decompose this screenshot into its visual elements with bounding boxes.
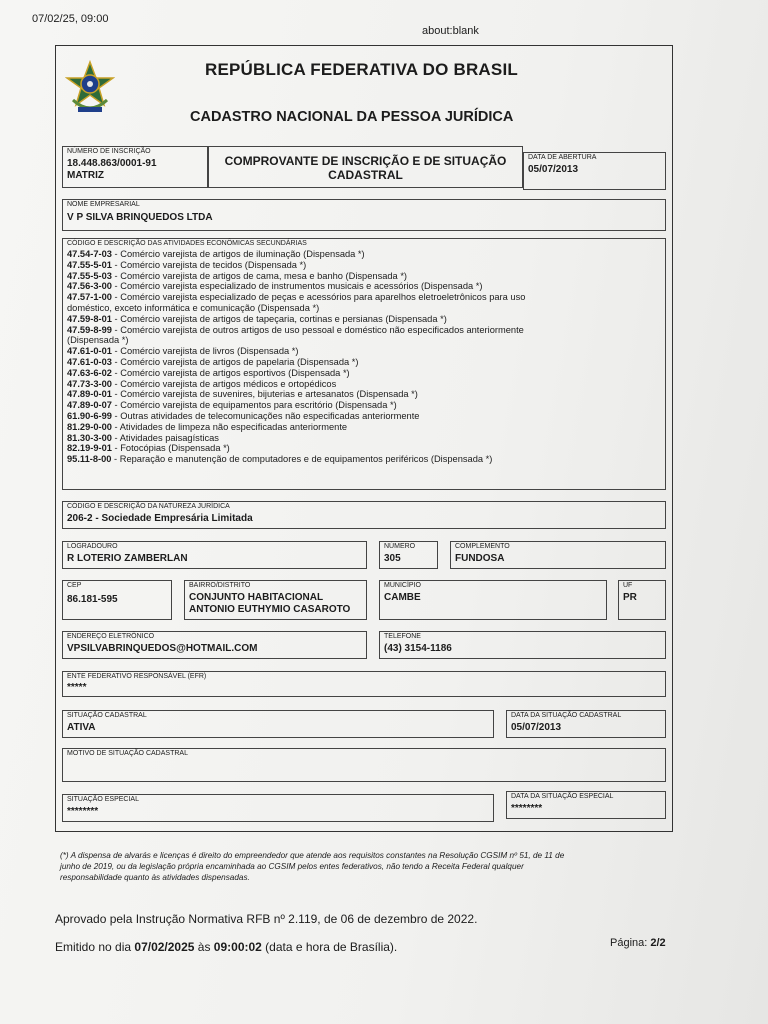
approval-text: Aprovado pela Instrução Normativa RFB nº 2.119, de 06 de dezembro de 2022. — [55, 912, 478, 926]
complemento-box — [450, 541, 666, 569]
situacao-box — [62, 710, 494, 738]
natureza-label: CÓDIGO E DESCRIÇÃO DA NATUREZA JURÍDICA — [67, 503, 230, 510]
republic-title: REPÚBLICA FEDERATIVA DO BRASIL — [205, 60, 518, 79]
list-item: 95.11-8-00 - Reparação e manutenção de computadores e de equipamentos periféricos (Dispensada *) — [67, 454, 493, 465]
comprovante-title-line1: COMPROVANTE DE INSCRIÇÃO E DE SITUAÇÃO — [224, 154, 507, 168]
footnote-line: responsabilidade quanto às atividades dispensadas. — [60, 873, 250, 882]
uf-box — [618, 580, 666, 620]
inscricao-box — [62, 146, 208, 188]
cep-value: 86.181-595 — [67, 594, 118, 605]
abertura-value: 05/07/2013 — [528, 164, 579, 175]
efr-box — [62, 671, 666, 697]
telefone-value: (43) 3154-1186 — [384, 643, 452, 654]
situacao-especial-box — [62, 794, 494, 822]
list-item: 47.61-0-01 - Comércio varejista de livros (Dispensada *) — [67, 346, 299, 357]
list-item: 47.54-7-03 - Comércio varejista de artigos de iluminação (Dispensada *) — [67, 249, 365, 259]
numero-label: NÚMERO — [384, 543, 416, 550]
list-item: 47.89-0-01 - Comércio varejista de suvenires, bijuterias e artesanatos (Dispensada *) — [67, 389, 418, 400]
efr-label: ENTE FEDERATIVO RESPONSÁVEL (EFR) — [67, 673, 207, 680]
atividades-label: CÓDIGO E DESCRIÇÃO DAS ATIVIDADES ECONÔMICAS SECUNDÁRIAS — [67, 240, 307, 247]
comprovante-title-line2: CADASTRAL — [328, 168, 403, 182]
nome-box — [62, 199, 666, 231]
cep-label: CEP — [67, 582, 82, 589]
comprovante-box — [208, 146, 523, 188]
logradouro-label: LOGRADOURO — [67, 543, 118, 550]
list-item: 82.19-9-01 - Fotocópias (Dispensada *) — [67, 443, 230, 454]
footnote-line: (*) A dispensa de alvarás e licenças é direito do empreendedor que atende aos requisitos constantes na Resolução CGSIM nº 51, de 11 de — [60, 851, 565, 860]
telefone-box — [379, 631, 666, 659]
atividades-box — [62, 238, 666, 490]
list-item: 47.55-5-01 - Comércio varejista de tecidos (Dispensada *) — [67, 259, 307, 270]
data-especial-box — [506, 791, 666, 819]
list-item: 47.63-6-02 - Comércio varejista de artigos esportivos (Dispensada *) — [67, 367, 350, 378]
complemento-label: COMPLEMENTO — [455, 543, 510, 550]
atividades-list — [67, 249, 661, 465]
municipio-label: MUNICÍPIO — [384, 582, 421, 589]
situacao-value: ATIVA — [67, 722, 96, 733]
print-url: about:blank — [422, 25, 479, 37]
list-item: 47.89-0-07 - Comércio varejista de equipamentos para escritório (Dispensada *) — [67, 400, 397, 411]
natureza-box — [62, 501, 666, 529]
brazil-coat-of-arms-icon — [65, 60, 115, 116]
situacao-especial-label: SITUAÇÃO ESPECIAL — [67, 796, 139, 803]
nome-value: V P SILVA BRINQUEDOS LTDA — [67, 212, 213, 223]
natureza-value: 206-2 - Sociedade Empresária Limitada — [67, 513, 253, 524]
uf-label: UF — [623, 582, 633, 589]
logradouro-value: R LOTERIO ZAMBERLAN — [67, 553, 188, 564]
bairro-line2: ANTONIO EUTHYMIO CASAROTO — [189, 604, 351, 615]
uf-value: PR — [623, 592, 637, 603]
telefone-label: TELEFONE — [384, 633, 421, 640]
logradouro-box — [62, 541, 367, 569]
print-datetime: 07/02/25, 09:00 — [32, 13, 109, 25]
list-item: 81.30-3-00 - Atividades paisagísticas — [67, 432, 219, 443]
situacao-especial-value: ******** — [67, 806, 99, 817]
motivo-box — [62, 748, 666, 782]
numero-box — [379, 541, 438, 569]
inscricao-label: NÚMERO DE INSCRIÇÃO — [67, 148, 151, 155]
list-item: 47.73-3-00 - Comércio varejista de artigos médicos e ortopédicos — [67, 378, 337, 389]
inscricao-number: 18.448.863/0001-91 — [67, 158, 157, 169]
footnote — [60, 850, 660, 883]
nome-label: NOME EMPRESARIAL — [67, 201, 140, 208]
data-situacao-label: DATA DA SITUAÇÃO CADASTRAL — [511, 712, 622, 719]
list-item: 47.56-3-00 - Comércio varejista especializado de instrumentos musicais e acessórios (Dispensada *) — [67, 281, 483, 292]
bairro-line1: CONJUNTO HABITACIONAL — [189, 592, 324, 603]
data-situacao-value: 05/07/2013 — [511, 722, 562, 733]
list-item: 81.29-0-00 - Atividades de limpeza não especificadas anteriormente — [67, 421, 348, 432]
municipio-box — [379, 580, 607, 620]
list-item: 61.90-6-99 - Outras atividades de telecomunicações não especificadas anteriormente — [67, 410, 420, 421]
cnpj-title: CADASTRO NACIONAL DA PESSOA JURÍDICA — [190, 109, 514, 125]
page-number: Página: 2/2 — [610, 937, 666, 949]
email-box — [62, 631, 367, 659]
list-item: 47.61-0-03 - Comércio varejista de artigos de papelaria (Dispensada *) — [67, 356, 359, 367]
bairro-box — [184, 580, 367, 620]
data-especial-label: DATA DA SITUAÇÃO ESPECIAL — [511, 793, 614, 800]
data-especial-value: ******** — [511, 803, 543, 814]
efr-value: ***** — [67, 682, 87, 693]
list-item: doméstico, exceto informática e comunicação (Dispensada *) — [67, 302, 320, 313]
list-item: 47.57-1-00 - Comércio varejista especializado de peças e acessórios para aparelhos eletroeletrônicos para uso — [67, 292, 526, 303]
emission-text: Emitido no dia 07/02/2025 às 09:00:02 (data e hora de Brasília). — [55, 940, 398, 954]
motivo-label: MOTIVO DE SITUAÇÃO CADASTRAL — [67, 750, 188, 757]
list-item: 47.59-8-01 - Comércio varejista de artigos de tapeçaria, cortinas e persianas (Dispensada *) — [67, 313, 447, 324]
list-item: 47.55-5-03 - Comércio varejista de artigos de cama, mesa e banho (Dispensada *) — [67, 270, 408, 281]
cep-box — [62, 580, 172, 620]
list-item: 47.59-8-99 - Comércio varejista de outros artigos de uso pessoal e doméstico não especificados anteriormente — [67, 324, 524, 335]
list-item: (Dispensada *) — [67, 335, 129, 346]
email-value: VPSILVABRINQUEDOS@HOTMAIL.COM — [67, 643, 258, 654]
complemento-value: FUNDOSA — [455, 553, 505, 564]
data-situacao-box — [506, 710, 666, 738]
emission-time: 09:00:02 — [213, 940, 262, 954]
situacao-label: SITUAÇÃO CADASTRAL — [67, 712, 147, 719]
municipio-value: CAMBE — [384, 592, 421, 603]
email-label: ENDEREÇO ELETRÔNICO — [67, 633, 155, 640]
emission-date: 07/02/2025 — [134, 940, 195, 954]
abertura-box — [523, 152, 666, 190]
abertura-label: DATA DE ABERTURA — [528, 154, 597, 161]
numero-value: 305 — [384, 553, 401, 564]
bairro-label: BAIRRO/DISTRITO — [189, 582, 251, 589]
footnote-line: junho de 2019, ou da legislação própria encaminhada ao CGSIM pelos entes federativos, não tendo a Receita Federal qualquer — [60, 862, 524, 871]
inscricao-type: MATRIZ — [67, 170, 105, 181]
